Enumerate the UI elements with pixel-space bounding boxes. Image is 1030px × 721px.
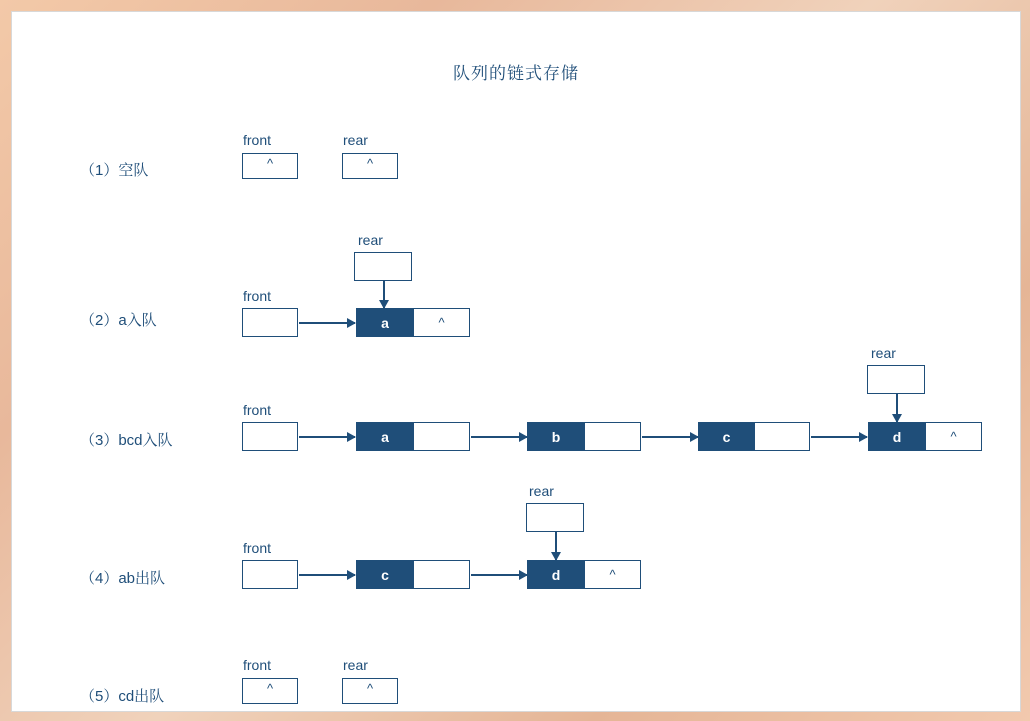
rear-pointer-box-4 bbox=[526, 503, 584, 532]
list-node-4-1 bbox=[356, 560, 470, 589]
node-data: c bbox=[699, 423, 754, 450]
row-caption-5: （5）cd出队 bbox=[80, 688, 165, 705]
rear-label-4: rear bbox=[529, 483, 554, 499]
rear-label-5: rear bbox=[343, 657, 368, 673]
rear-pointer-box-3 bbox=[867, 365, 925, 394]
node-data: b bbox=[528, 423, 584, 450]
node-next bbox=[754, 423, 809, 450]
list-node-3-1 bbox=[356, 422, 470, 451]
rear-label-3: rear bbox=[871, 345, 896, 361]
front-pointer-box-2 bbox=[242, 308, 298, 337]
front-label-2: front bbox=[243, 288, 272, 304]
node-link-3-2 bbox=[642, 436, 698, 438]
rear-pointer-box-1: ^ bbox=[342, 153, 398, 179]
list-node-2-1 bbox=[356, 308, 470, 337]
rear-arrow-3 bbox=[896, 394, 898, 422]
front-label-5: front bbox=[243, 657, 272, 673]
front-label-3: front bbox=[243, 402, 272, 418]
rear-pointer-box-2 bbox=[354, 252, 412, 281]
front-pointer-box-3 bbox=[242, 422, 298, 451]
rear-pointer-box-5: ^ bbox=[342, 678, 398, 704]
node-data: d bbox=[528, 561, 584, 588]
node-data: d bbox=[869, 423, 925, 450]
node-link-3-1 bbox=[471, 436, 527, 438]
rear-label-2: rear bbox=[358, 232, 383, 248]
page-title: 队列的链式存储 bbox=[453, 64, 579, 83]
row-caption-4: （4）ab出队 bbox=[80, 570, 166, 587]
list-node-3-2 bbox=[527, 422, 641, 451]
node-next: ^ bbox=[925, 423, 981, 450]
front-pointer-box-4 bbox=[242, 560, 298, 589]
node-next bbox=[413, 561, 469, 588]
front-label-4: front bbox=[243, 540, 272, 556]
node-data: a bbox=[357, 423, 413, 450]
front-arrow-4 bbox=[299, 574, 355, 576]
list-node-4-2 bbox=[527, 560, 641, 589]
list-node-3-3 bbox=[698, 422, 810, 451]
front-arrow-2 bbox=[299, 322, 355, 324]
front-arrow-3 bbox=[299, 436, 355, 438]
diagram-canvas bbox=[11, 11, 1021, 712]
front-pointer-box-5: ^ bbox=[242, 678, 298, 704]
node-link-4-1 bbox=[471, 574, 527, 576]
node-next bbox=[413, 423, 469, 450]
node-link-3-3 bbox=[811, 436, 867, 438]
row-caption-1: （1）空队 bbox=[80, 162, 149, 179]
rear-arrow-4 bbox=[555, 532, 557, 560]
rear-label-1: rear bbox=[343, 132, 368, 148]
node-next: ^ bbox=[413, 309, 469, 336]
row-caption-2: （2）a入队 bbox=[80, 312, 157, 329]
list-node-3-4 bbox=[868, 422, 982, 451]
front-pointer-box-1: ^ bbox=[242, 153, 298, 179]
node-data: a bbox=[357, 309, 413, 336]
rear-arrow-2 bbox=[383, 281, 385, 308]
row-caption-3: （3）bcd入队 bbox=[80, 432, 173, 449]
node-next bbox=[584, 423, 640, 450]
node-data: c bbox=[357, 561, 413, 588]
front-label-1: front bbox=[243, 132, 272, 148]
node-next: ^ bbox=[584, 561, 640, 588]
